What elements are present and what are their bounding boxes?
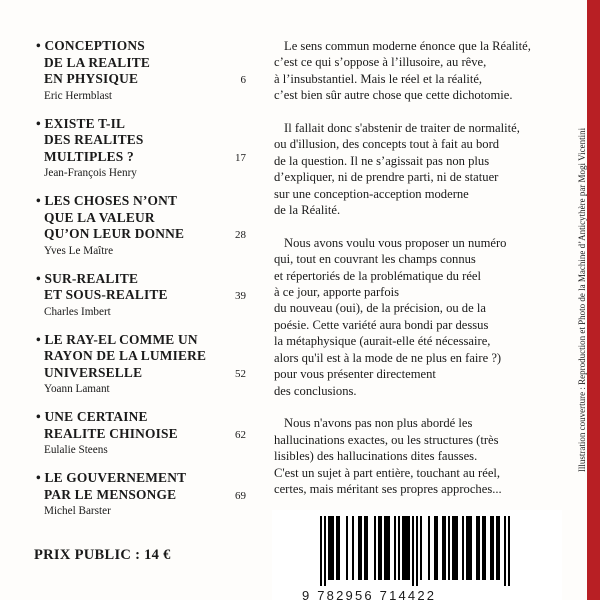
barcode-bar [408, 516, 410, 580]
barcode-area [272, 510, 562, 600]
blurb-line: du nouveau (oui), de la précision, ou de la [274, 301, 486, 316]
barcode-bar [470, 516, 472, 580]
toc-page-number: 62 [235, 428, 246, 441]
toc-author: Yoann Lamant [44, 383, 110, 395]
blurb-line: la métaphysique (aurait-elle été nécessaire, [274, 334, 491, 349]
barcode-bar [360, 516, 362, 580]
toc-entry [34, 470, 246, 518]
cover-credit: Illustration couverture : Reproduction et Photo de la Machine d’Anticythère par Mogi Vicentini [577, 127, 587, 473]
blurb-line: hallucinations exactes, ou les structures (très [274, 432, 499, 447]
toc-entry-title [34, 193, 246, 243]
toc-title-line: • SUR-REALITE [34, 271, 246, 288]
barcode-bar [468, 516, 470, 580]
barcode-bar [330, 516, 332, 580]
toc-title-line: EN PHYSIQUE [44, 71, 139, 86]
barcode-bar [508, 516, 510, 586]
barcode-bar [498, 516, 500, 580]
toc-title-line: DES REALITES [44, 132, 144, 147]
barcode-bar [364, 516, 366, 580]
toc-title-line: • UNE CERTAINE [34, 409, 246, 426]
toc-title-line: DE LA REALITE [44, 54, 151, 70]
barcode-bar [328, 516, 330, 580]
blurb-line: Nous n'avons pas non plus abordé les [284, 416, 473, 431]
blurb-line: des conclusions. [274, 383, 357, 398]
barcode-bar [398, 516, 400, 580]
toc-entry-title [34, 332, 246, 382]
toc-title-line: • LE GOUVERNEMENT [34, 470, 246, 487]
blurb-line: sur une conception-acception moderne [274, 186, 469, 201]
red-cover-edge [587, 0, 600, 600]
barcode-bar [412, 516, 414, 586]
ean13-barcode [320, 516, 520, 588]
toc-title-line: REALITE CHINOISE [44, 425, 178, 441]
barcode-bar [448, 516, 450, 580]
barcode-bar [358, 516, 360, 580]
blurb-line: Le sens commun moderne énonce que la Réalité, [284, 39, 531, 53]
barcode-bar [478, 516, 480, 580]
blurb-line: C'est un sujet à part entière, touchant au réel, [274, 465, 501, 480]
barcode-bar [490, 516, 492, 580]
blurb-paragraph [274, 38, 564, 104]
barcode-bar [482, 516, 484, 580]
barcode-bar [384, 516, 386, 580]
toc-title-line: • LES CHOSES N’ONT [34, 193, 246, 210]
toc-author: Eric Hermblast [44, 89, 113, 102]
barcode-bar [466, 516, 468, 580]
blurb-text [274, 38, 564, 514]
barcode-bar [454, 516, 456, 580]
barcode-bar [332, 516, 334, 580]
table-of-contents [34, 38, 246, 531]
toc-entry [34, 409, 246, 457]
toc-entry-title [34, 38, 246, 88]
barcode-bar [324, 516, 326, 586]
toc-page-number: 52 [235, 367, 246, 380]
blurb-line: et répertoriés de la problématique du réel [274, 268, 482, 283]
public-price: PRIX PUBLIC : 14 € [34, 547, 171, 563]
blurb-line: à ce jour, apporte parfois [274, 285, 400, 300]
toc-title-line: • EXISTE T-IL [34, 116, 246, 133]
blurb-line: d’expliquer, ni de prendre parti, ni de statuer [274, 170, 499, 185]
blurb-paragraph [274, 415, 564, 497]
barcode-bar [402, 516, 404, 580]
toc-entry [34, 332, 246, 397]
barcode-bar [484, 516, 486, 580]
toc-entry-title [34, 271, 246, 304]
barcode-bar [394, 516, 396, 580]
toc-entry-title [34, 409, 246, 442]
barcode-bar [336, 516, 338, 580]
barcode-bar [504, 516, 506, 586]
blurb-line: certes, mais méritant ses propres approches... [274, 481, 502, 496]
blurb-paragraph [274, 235, 564, 399]
toc-title-line: QUE LA VALEUR [44, 209, 155, 225]
barcode-bar [456, 516, 458, 580]
blurb-line: Il fallait donc s'abstenir de traiter de normalité, [284, 121, 520, 136]
toc-title-line: QU’ON LEUR DONNE [44, 226, 185, 241]
barcode-bar [476, 516, 478, 580]
barcode-bar [352, 516, 354, 580]
barcode-bar [378, 516, 380, 580]
toc-title-line: MULTIPLES ? [44, 148, 134, 164]
toc-title-line: • LE RAY-EL COMME UN [34, 332, 246, 349]
barcode-bar [416, 516, 418, 586]
toc-author: Jean-François Henry [44, 167, 137, 179]
barcode-bar [444, 516, 446, 580]
toc-page-number: 39 [235, 290, 246, 302]
blurb-line: alors qu'il est à la mode de ne plus en faire ?) [274, 350, 502, 365]
barcode-bar [380, 516, 382, 580]
blurb-line: pour vous présenter directement [274, 367, 436, 382]
barcode-bar [462, 516, 464, 580]
toc-author: Michel Barster [44, 505, 111, 517]
blurb-line: lisibles) des hallucinations dites fausses. [274, 449, 478, 464]
toc-author: Charles Imbert [44, 305, 111, 318]
toc-page-number: 6 [240, 74, 246, 86]
blurb-line: qui, tout en couvrant les champs connus [274, 252, 476, 267]
blurb-paragraph [274, 120, 564, 218]
barcode-bar [452, 516, 454, 580]
toc-title-line: RAYON DE LA LUMIERE [44, 348, 207, 363]
toc-title-line: PAR LE MENSONGE [44, 486, 177, 502]
barcode-bar [492, 516, 494, 580]
toc-page-number: 69 [235, 489, 246, 502]
barcode-bar [496, 516, 498, 580]
blurb-line: poésie. Cette variété aura bondi par dessus [274, 317, 489, 332]
barcode-bar [420, 516, 422, 580]
barcode-bar [442, 516, 444, 580]
barcode-bar [404, 516, 406, 580]
barcode-bar [406, 516, 408, 580]
barcode-bar [428, 516, 430, 580]
toc-author: Eulalie Steens [44, 444, 108, 456]
toc-author: Yves Le Maître [44, 244, 114, 257]
toc-page-number: 17 [235, 151, 246, 164]
barcode-digits: 9 782956 714422 [302, 588, 437, 600]
toc-entry-title [34, 470, 246, 503]
toc-page-number: 28 [235, 229, 246, 241]
barcode-bar [436, 516, 438, 580]
blurb-line: ou d'illusion, des concepts tout à fait au bord [274, 137, 500, 152]
blurb-line: de la question. Il ne s’agissait pas non plus [274, 153, 490, 168]
toc-entry [34, 38, 246, 103]
toc-title-line: ET SOUS-REALITE [44, 287, 168, 302]
toc-title-line: • CONCEPTIONS [34, 38, 246, 55]
barcode-bar [366, 516, 368, 580]
toc-entry-title [34, 116, 246, 166]
toc-entry [34, 193, 246, 258]
barcode-bar [338, 516, 340, 580]
barcode-bar [346, 516, 348, 580]
toc-title-line: UNIVERSELLE [44, 364, 143, 380]
barcode-bar [320, 516, 322, 586]
blurb-line: à l’insubstantiel. Mais le réel et la réalité, [274, 71, 483, 86]
barcode-bar [434, 516, 436, 580]
blurb-line: c’est bien sûr autre chose que cette dichotomie. [274, 88, 513, 103]
blurb-line: de la Réalité. [274, 203, 341, 218]
blurb-line: Nous avons voulu vous proposer un numéro [284, 235, 507, 250]
barcode-bar [374, 516, 376, 580]
barcode-bar [388, 516, 390, 580]
blurb-line: c’est ce qui s’oppose à l’illusoire, au rêve, [274, 55, 487, 70]
barcode-bar [386, 516, 388, 580]
toc-entry [34, 271, 246, 319]
toc-entry [34, 116, 246, 181]
